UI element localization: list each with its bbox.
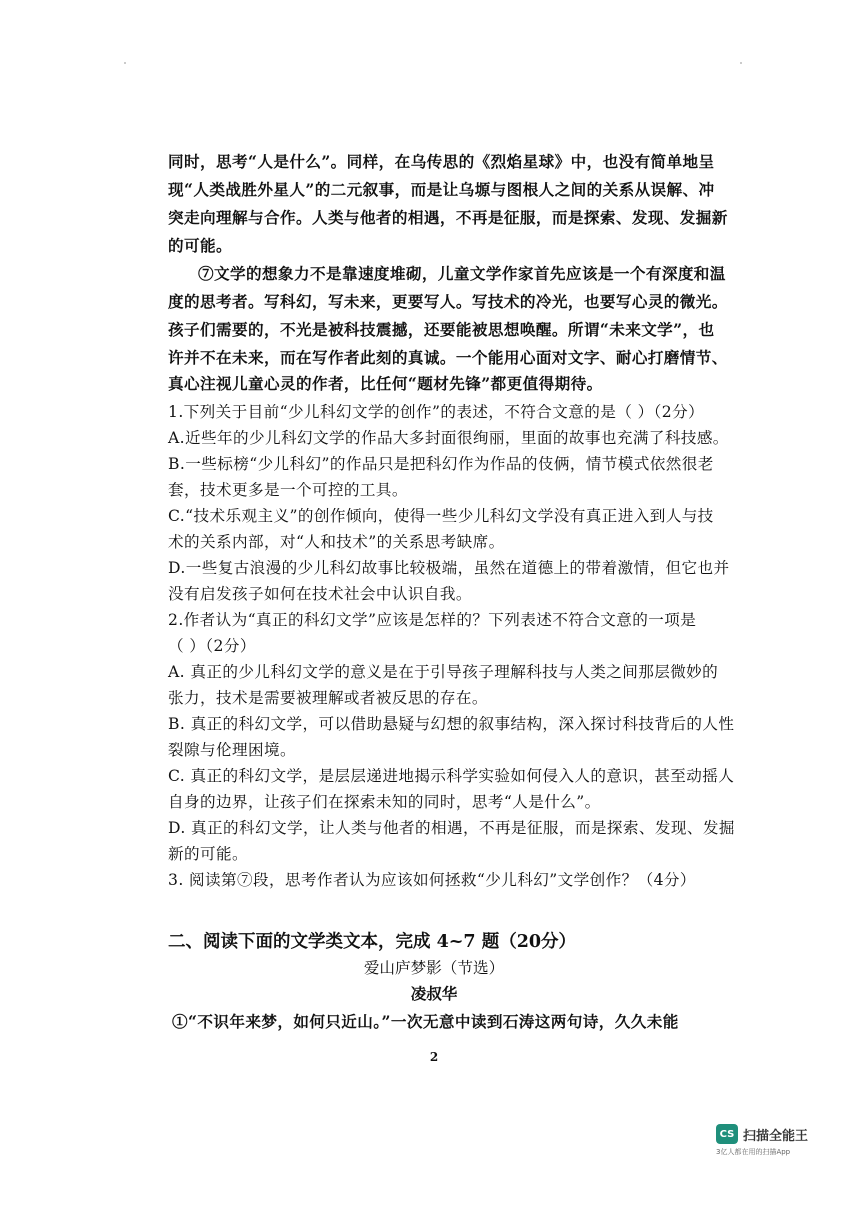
paragraph-line: 突走向理解与合作。人类与他者的相遇，不再是征服，而是探索、发现、发掘新 xyxy=(168,208,728,227)
paragraph-line: 度的思考者。写科幻，写未来，更要写人。写技术的冷光，也要写心灵的微光。 xyxy=(168,292,728,311)
question-1-option-d-cont: 没有启发孩子如何在技术社会中认识自我。 xyxy=(168,585,472,603)
paragraph-line: 真心注视儿童心灵的作者，比任何“题材先锋”都更值得期待。 xyxy=(168,374,603,393)
question-1-option-a: A.近些年的少儿科幻文学的作品大多封面很绚丽，里面的故事也充满了科技感。 xyxy=(168,429,729,447)
question-1-option-b-cont: 套，技术更多是一个可控的工具。 xyxy=(168,481,408,499)
paragraph-line: 孩子们需要的，不光是被科技震撼，还要能被思想唤醒。所谓“未来文学”，也 xyxy=(168,320,715,339)
question-1-stem: 1.下列关于目前“少儿科幻文学的创作”的表述，不符合文意的是（ ）（2分） xyxy=(168,403,705,421)
question-2-option-a: A. 真正的少儿科幻文学的意义是在于引导孩子理解科技与人类之间那层微妙的 xyxy=(168,663,719,681)
question-2-stem-cont: （ ）（2分） xyxy=(168,637,256,655)
scanner-app-name: 扫描全能王 xyxy=(743,1128,809,1144)
question-1-option-c: C.“技术乐观主义”的创作倾向，使得一些少儿科幻文学没有真正进入到人与技 xyxy=(168,507,714,525)
paragraph-line: 的可能。 xyxy=(168,236,232,255)
paragraph-line: 许并不在未来，而在写作者此刻的真诚。一个能用心面对文字、耐心打磨情节、 xyxy=(168,348,728,367)
scan-speck xyxy=(740,62,742,64)
page-number: 2 xyxy=(429,1050,439,1064)
question-2-stem: 2.作者认为“真正的科幻文学”应该是怎样的？下列表述不符合文意的一项是 xyxy=(168,611,697,629)
question-1-option-d: D.一些复古浪漫的少儿科幻故事比较极端，虽然在道德上的带着激情，但它也并 xyxy=(168,559,730,577)
paragraph-line: ⑦文学的想象力不是靠速度堆砌，儿童文学作家首先应该是一个有深度和温 xyxy=(198,264,726,283)
article-paragraph-line: ①“不识年来梦，如何只近山。”一次无意中读到石涛这两句诗，久久未能 xyxy=(172,1012,679,1031)
question-1-option-b: B.一些标榜“少儿科幻”的作品只是把科幻作为作品的伎俩，情节模式依然很老 xyxy=(168,455,714,473)
question-1-option-c-cont: 术的关系内部，对“人和技术”的关系思考缺席。 xyxy=(168,533,505,551)
question-2-option-c: C. 真正的科幻文学，是层层递进地揭示科学实验如何侵入人的意识，甚至动摇人 xyxy=(168,767,735,785)
scanner-tagline: 3亿人都在用的扫描App xyxy=(716,1148,791,1156)
question-3: 3. 阅读第⑦段，思考作者认为应该如何拯救“少儿科幻”文学创作？（4分） xyxy=(168,871,696,889)
scan-speck xyxy=(124,62,126,64)
section-heading: 二、阅读下面的文学类文本，完成 4~7 题（20分） xyxy=(168,932,577,952)
question-2-option-a-cont: 张力，技术是需要被理解或者被反思的存在。 xyxy=(168,689,488,707)
question-2-option-b-cont: 裂隙与伦理困境。 xyxy=(168,741,296,759)
question-2-option-c-cont: 自身的边界，让孩子们在探索未知的同时，思考“人是什么”。 xyxy=(168,793,601,811)
question-2-option-d: D. 真正的科幻文学，让人类与他者的相遇，不再是征服，而是探索、发现、发掘 xyxy=(168,819,735,837)
article-title: 爱山庐梦影（节选） xyxy=(363,959,505,977)
scanner-watermark xyxy=(716,1124,808,1144)
question-2-option-b: B. 真正的科幻文学，可以借助悬疑与幻想的叙事结构，深入探讨科技背后的人性 xyxy=(168,715,735,733)
article-author: 凌叔华 xyxy=(410,984,458,1003)
camscanner-icon: CS xyxy=(716,1124,738,1144)
paragraph-line: 同时，思考“人是什么”。同样，在乌传思的《烈焰星球》中，也没有简单地呈 xyxy=(168,152,715,171)
question-2-option-d-cont: 新的可能。 xyxy=(168,845,248,863)
paragraph-line: 现“人类战胜外星人”的二元叙事，而是让乌塬与图根人之间的关系从误解、冲 xyxy=(168,180,715,199)
